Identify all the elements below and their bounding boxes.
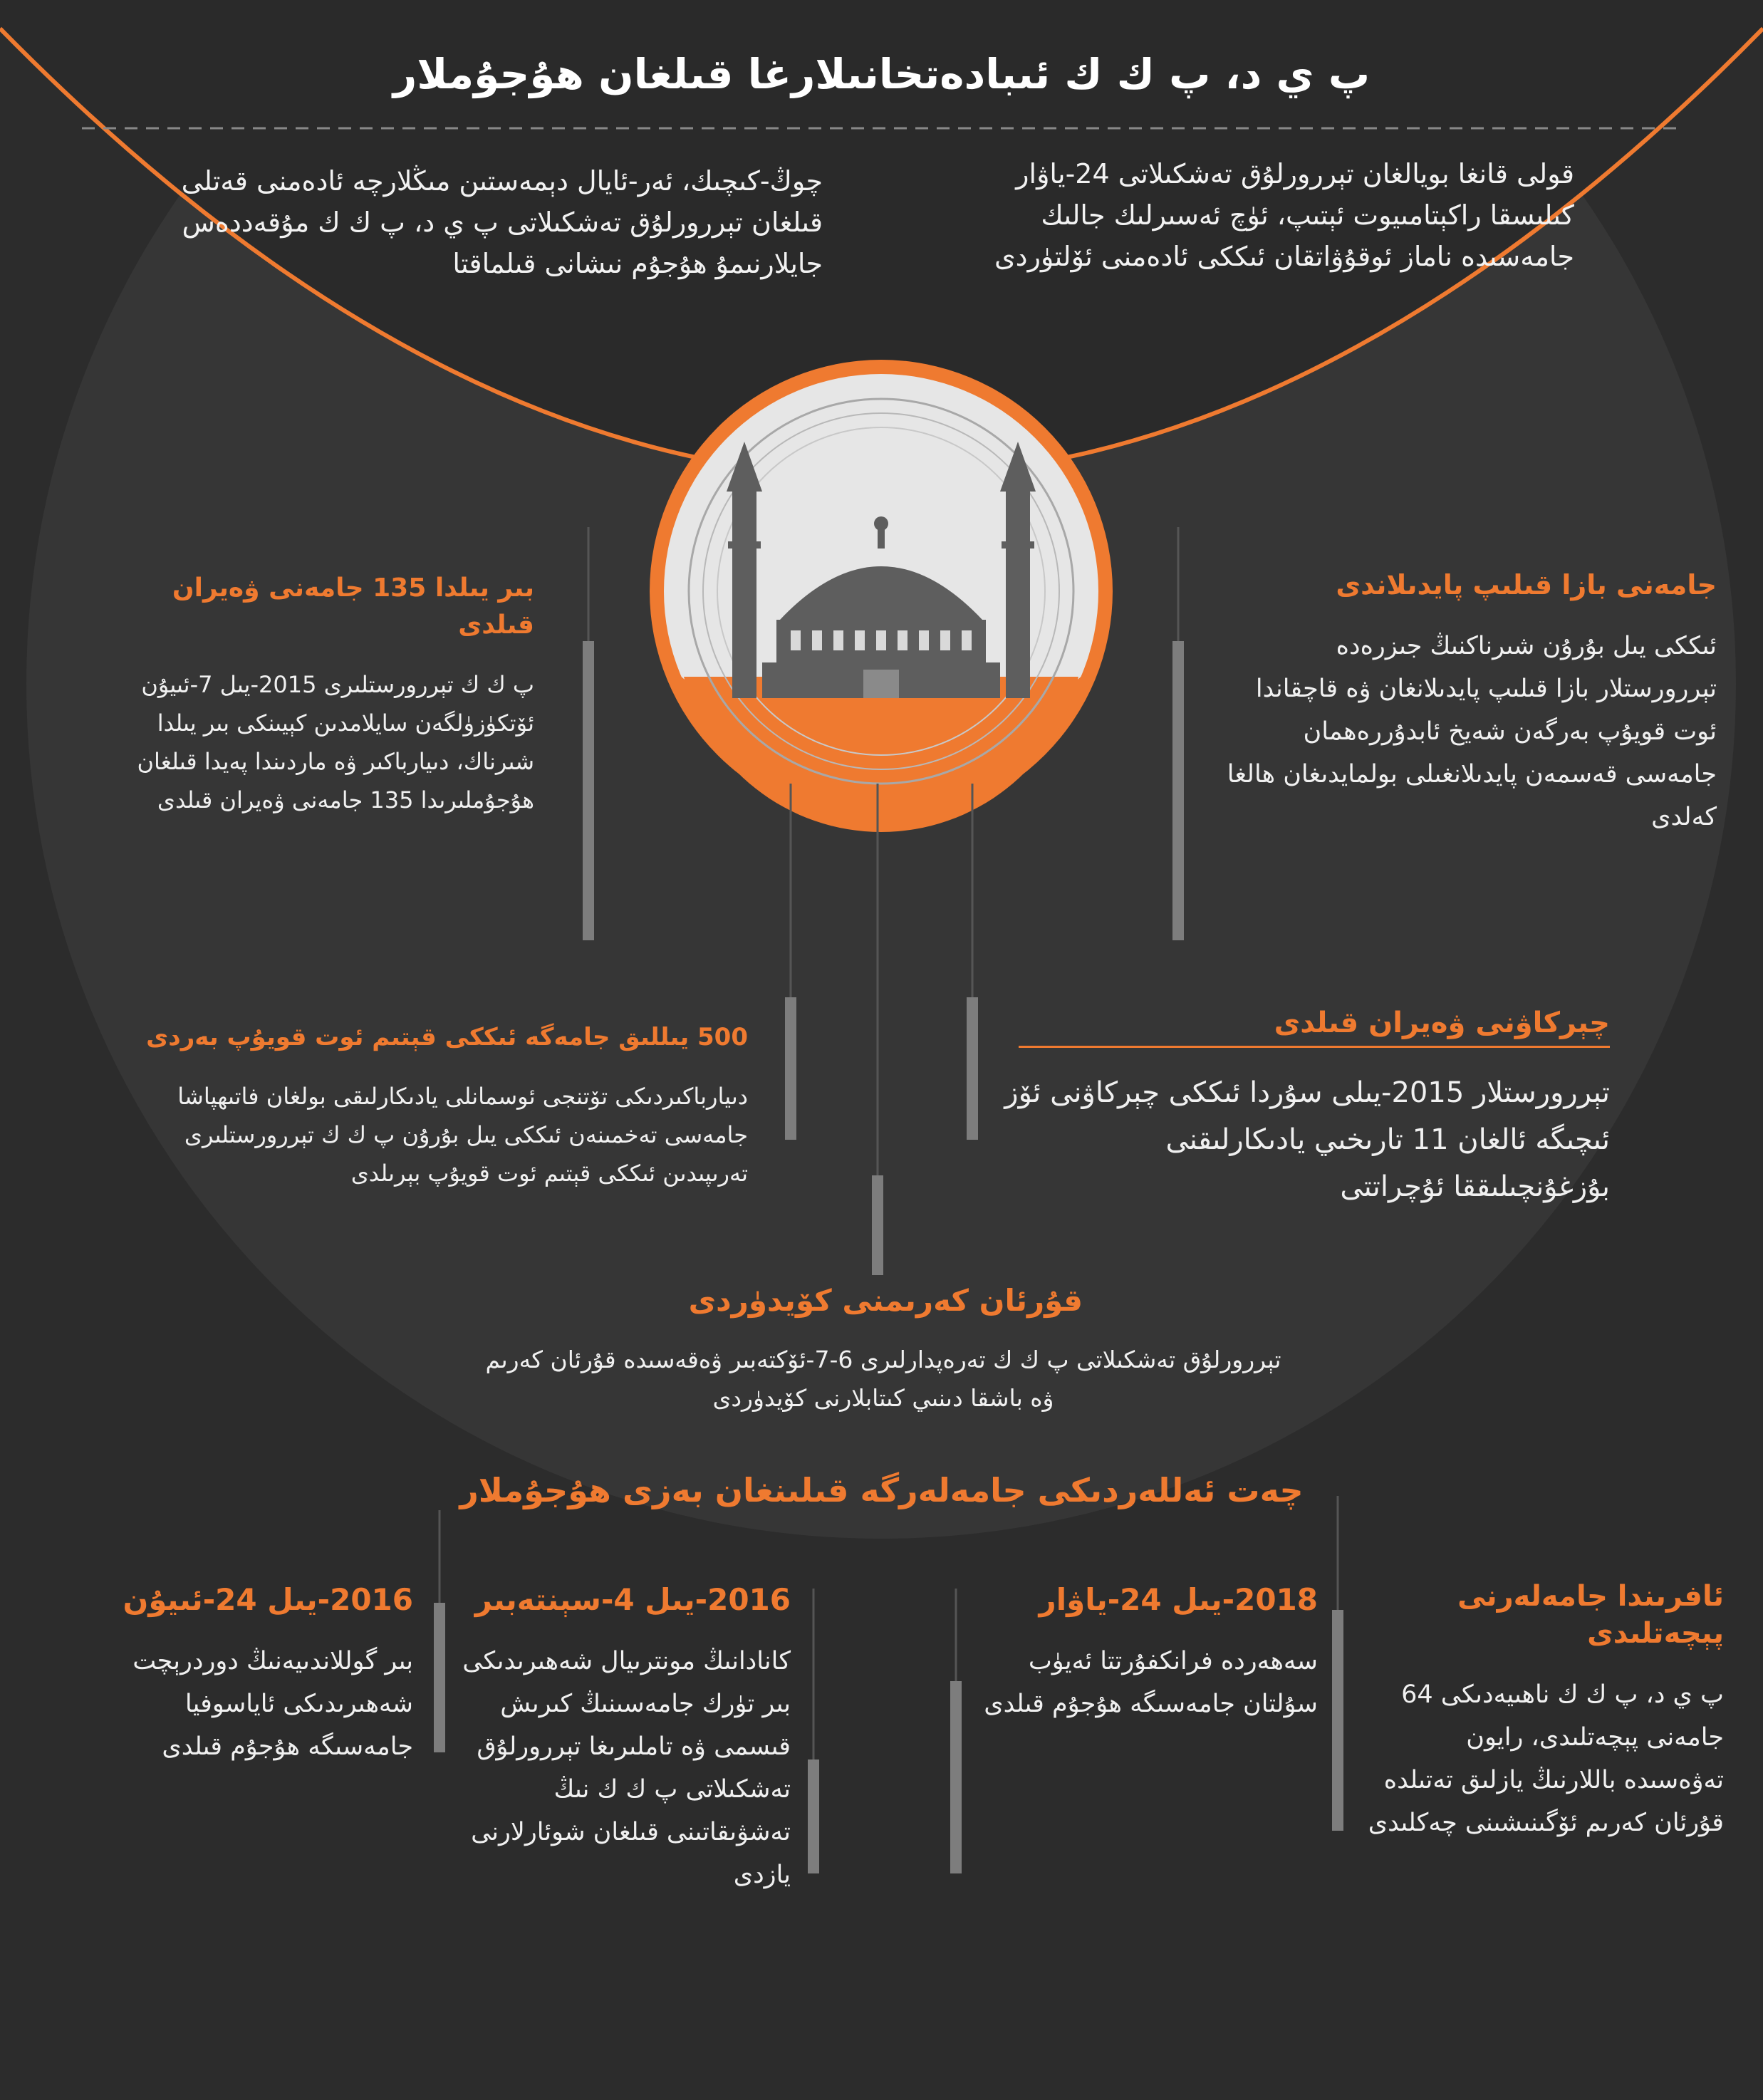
item-heading: 2016-يىل 24-ئىيۇن	[123, 1582, 413, 1617]
item-text: ئىككى يىل بۇرۇن شىرناكنىڭ جىزرەدە تېررورستلار بازا قىلىپ پايدىلانغان ۋە قاچقاندا ئوت قويۇپ بەرگەن شەيخ ئابدۇررەھمان جامەسى قەسمەن پايدىلانغىلى بولمايدىغان ھالغا كەلدى	[1227, 632, 1717, 831]
abroad-item-dordrecht	[107, 1581, 413, 1768]
item-text: پ ك ك تېررورستلىرى 2015-يىل 7-ئىيۇن ئۆتكۈزۈلگەن سايلامدىن كېيىنكى بىر يىلدا شىرناك، دىيارباكىر ۋە ماردىندا پەيدا قىلغان ھۇجۇملىرىدا 135 جامەنى ۋەيران قىلدى	[137, 671, 534, 814]
item-fire-500	[135, 1019, 748, 1192]
item-quran	[477, 1282, 1289, 1418]
item-text: تېررورستلار 2015-يىلى سۇردا ئىككى چېركاۋنى ئۆز ئىچىگە ئالغان 11 تارىخىي يادىكارلىقنى بۇزغۇنچىلىققا ئۇچراتتى	[1004, 1076, 1610, 1203]
item-text: پ ي د، پ ك ك ناھىيەدىكى 64 جامەنى پېچەتلىدى، رايون تەۋەسىدە باللارنىڭ يازلىق تەتىلدە قۇرئان كەرىم ئۆگىنىشىنى چەكلىدى	[1368, 1680, 1724, 1837]
item-barn	[1211, 566, 1717, 838]
item-text: بىر گوللاندىيەنىڭ دوردرېچت شەھىرىدىكى ئاياسوفيا جامەسىگە ھۇجۇم قىلدى	[132, 1647, 413, 1761]
abroad-item-afrin	[1368, 1578, 1724, 1844]
section2-title: چەت ئەللەردىكى جامەلەرگە قىلىنغان بەزى ھۇجۇملار	[459, 1471, 1304, 1509]
intro-right: قولى قانغا بويالغان تېررورلۇق تەشكىلاتى 24-ياۋار كىلىسقا راكېتامىيوت ئېتىپ، ئۈچ ئەسىرلىك جالىك جامەسىدە ناماز ئوقۇۋاتقان ئىككى ئادەمنى ئۆلتۈردى	[994, 158, 1574, 272]
item-heading: ئافرىندا جامەلەرنى پېچەتلىدى	[1457, 1580, 1724, 1650]
item-chirkavni	[1004, 1004, 1610, 1210]
item-heading: 2016-يىل 4-سېنتەبىر	[474, 1582, 791, 1617]
item-text: دىيارباكىردىكى تۆتنجى ئوسمانلى يادىكارلىقى بولغان فاتىھپاشا جامەسى تەخمىنەن ئىككى يىل بۇرۇن پ ك ك تېررورستلىرى تەرىپىدىن ئىككى قېتىم ئوت قويۇپ بېرىلدى	[177, 1083, 748, 1187]
item-heading: چېركاۋنى ۋەيران قىلدى	[1019, 1004, 1610, 1048]
page-title: پ ي د، پ ك ك ئىبادەتخانىلارغا قىلغان ھۇجۇملار	[392, 50, 1371, 98]
item-heading: قۇرئان كەرىمنى كۆيدۈردى	[688, 1283, 1083, 1318]
abroad-item-montreal	[456, 1581, 791, 1896]
item-heading: 2018-يىل 24-ياۋار	[1039, 1582, 1318, 1617]
item-heading: 500 يىللىق جامەگە ئىككى قېتىم ئوت قويۇپ بەردى	[146, 1023, 748, 1051]
item-text: سەھەردە فرانكفۇرتتا ئەيۈب سۇلتان جامەسىگە ھۇجۇم قىلدى	[984, 1647, 1318, 1718]
item-heading: جامەنى بازا قىلىپ پايدىلاندى	[1336, 569, 1717, 601]
item-heading: بىر يىلدا 135 جامەنى ۋەيران قىلدى	[172, 573, 534, 640]
item-text: تېررورلۇق تەشكىلاتى پ ك ك تەرەپدارلىرى 6-7-ئۆكتەبىر ۋەقەسىدە قۇرئان كەرىم ۋە باشقا دىنىي كىتابلارنى كۆيدۈردى	[485, 1346, 1281, 1412]
intro-left: چوڭ-كىچىك، ئەر-ئايال دېمەستىن مىڭلارچە ئادەمنى قەتلى قىلغان تېررورلۇق تەشكىلاتى پ ي د، پ ك ك مۇقەددەس جايلارنىمۇ ھۇجۇم نىشانى قىلماقتا	[181, 165, 823, 279]
abroad-item-frankfurt	[983, 1581, 1318, 1725]
item-text: كانادانىڭ مونترىيال شەھىرىدىكى بىر تۈرك جامەسىنىڭ كىرىش قىسمى ۋە تاملىرىغا تېررورلۇق تەشكىلاتى پ ك ك نىڭ تەشۋىقاتىنى قىلغان شوئارلارنى يازدى	[462, 1647, 791, 1889]
item-destroyed-135	[107, 570, 534, 819]
